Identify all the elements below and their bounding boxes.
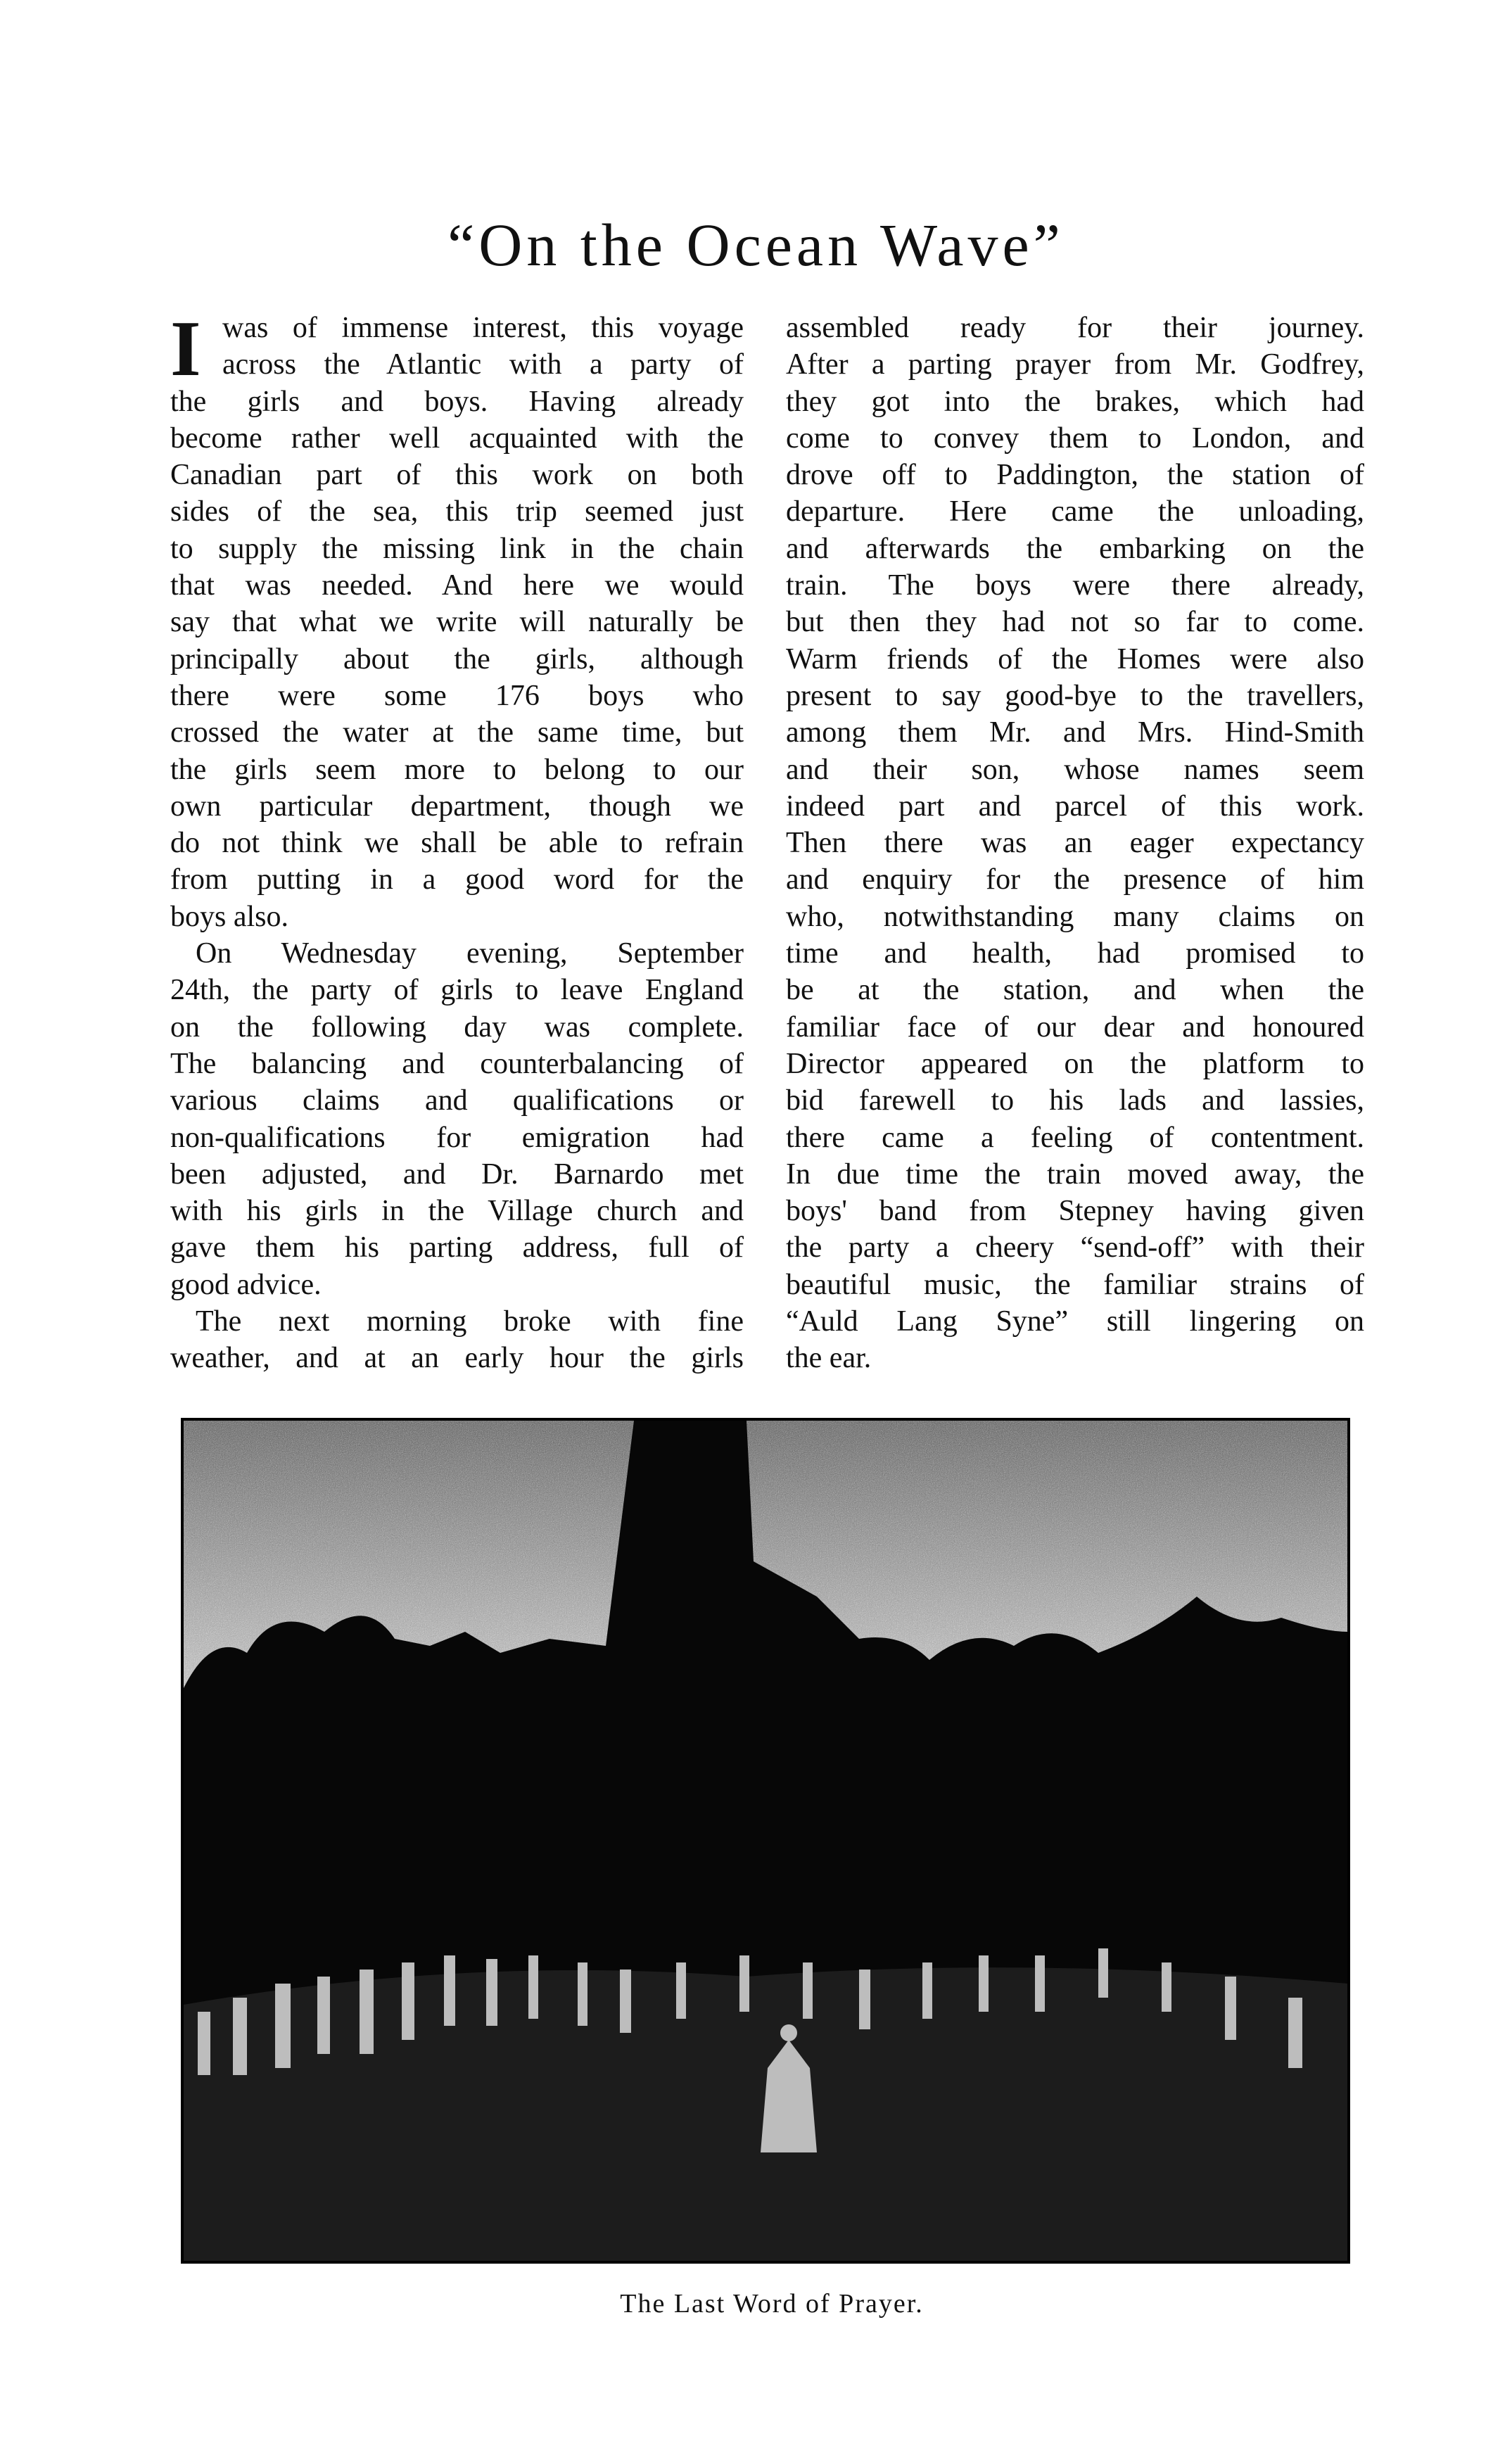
text-line: present to say good-bye to the travellers, xyxy=(786,679,1364,712)
text-line: boys' band from Stepney having given xyxy=(786,1195,1364,1228)
article-title: “On the Ocean Wave” xyxy=(447,210,1065,279)
text-line: familiar face of our dear and honoured xyxy=(786,1010,1364,1044)
figure-caption: The Last Word of Prayer. xyxy=(620,2289,924,2319)
text-line: the ear. xyxy=(786,1342,872,1375)
text-line: they got into the brakes, which had xyxy=(786,385,1364,418)
text-line: say that what we write will naturally be xyxy=(170,606,744,639)
text-line: was of immense interest, this voyage xyxy=(222,312,744,344)
text-line: become rather well acquainted with the xyxy=(170,421,744,455)
text-line: own particular department, though we xyxy=(170,789,744,823)
church-photo-illustration xyxy=(184,1421,1347,2261)
text-line: been adjusted, and Dr. Barnardo met xyxy=(170,1158,744,1191)
text-line: principally about the girls, although xyxy=(170,642,744,676)
text-line: there were some 176 boys who xyxy=(170,679,744,712)
text-line: Then there was an eager expectancy xyxy=(786,827,1364,860)
text-line: on the following day was complete. xyxy=(170,1010,744,1044)
text-line: there came a feeling of contentment. xyxy=(786,1121,1364,1154)
text-line: bid farewell to his lads and lassies, xyxy=(786,1084,1364,1117)
text-line: The next morning broke with fine xyxy=(196,1305,744,1338)
text-line: gave them his parting address, full of xyxy=(170,1231,744,1264)
text-line: but then they had not so far to come. xyxy=(786,606,1364,639)
text-line: beautiful music, the familiar strains of xyxy=(786,1268,1364,1301)
text-line: indeed part and parcel of this work. xyxy=(786,789,1364,823)
text-line: train. The boys were there already, xyxy=(786,569,1364,602)
right-column xyxy=(786,310,1364,1377)
text-line: who, notwithstanding many claims on xyxy=(786,900,1364,933)
text-line: from putting in a good word for the xyxy=(170,863,744,896)
text-line: good advice. xyxy=(170,1268,322,1301)
text-line: the girls and boys. Having already xyxy=(170,385,744,418)
text-line: come to convey them to London, and xyxy=(786,421,1364,455)
text-line: The balancing and counterbalancing of xyxy=(170,1047,744,1080)
text-line: and enquiry for the presence of him xyxy=(786,863,1364,896)
text-line: among them Mr. and Mrs. Hind-Smith xyxy=(786,716,1364,749)
text-line: be at the station, and when the xyxy=(786,974,1364,1007)
text-line: assembled ready for their journey. xyxy=(786,312,1364,344)
text-line: the girls seem more to belong to our xyxy=(170,753,744,786)
text-line: crossed the water at the same time, but xyxy=(170,716,744,749)
text-line: departure. Here came the unloading, xyxy=(786,495,1364,528)
text-line: In due time the train moved away, the xyxy=(786,1158,1364,1191)
text-line: Director appeared on the platform to xyxy=(786,1047,1364,1080)
text-line: non-qualifications for emigration had xyxy=(170,1121,744,1154)
drop-cap: I xyxy=(170,305,201,393)
text-line: do not think we shall be able to refrain xyxy=(170,827,744,860)
text-line: the party a cheery “send-off” with their xyxy=(786,1231,1364,1264)
text-line: After a parting prayer from Mr. Godfrey, xyxy=(786,348,1364,381)
text-line: “Auld Lang Syne” still lingering on xyxy=(786,1305,1364,1338)
text-line: weather, and at an early hour the girls xyxy=(170,1342,744,1375)
text-line: Warm friends of the Homes were also xyxy=(786,642,1364,676)
text-line: On Wednesday evening, September xyxy=(196,937,744,970)
text-line: and afterwards the embarking on the xyxy=(786,532,1364,565)
text-line: drove off to Paddington, the station of xyxy=(786,459,1364,492)
text-line: various claims and qualifications or xyxy=(170,1084,744,1117)
text-line: across the Atlantic with a party of xyxy=(222,348,744,381)
text-line: sides of the sea, this trip seemed just xyxy=(170,495,744,528)
text-line: Canadian part of this work on both xyxy=(170,459,744,492)
text-line: time and health, had promised to xyxy=(786,937,1364,970)
text-line: with his girls in the Village church and xyxy=(170,1195,744,1228)
left-column xyxy=(170,305,744,1377)
text-line: and their son, whose names seem xyxy=(786,753,1364,786)
photograph-church-prayer xyxy=(181,1418,1350,2264)
text-line: boys also. xyxy=(170,900,288,933)
text-line: to supply the missing link in the chain xyxy=(170,532,744,565)
text-line: 24th, the party of girls to leave England xyxy=(170,974,744,1007)
text-line: that was needed. And here we would xyxy=(170,569,744,602)
